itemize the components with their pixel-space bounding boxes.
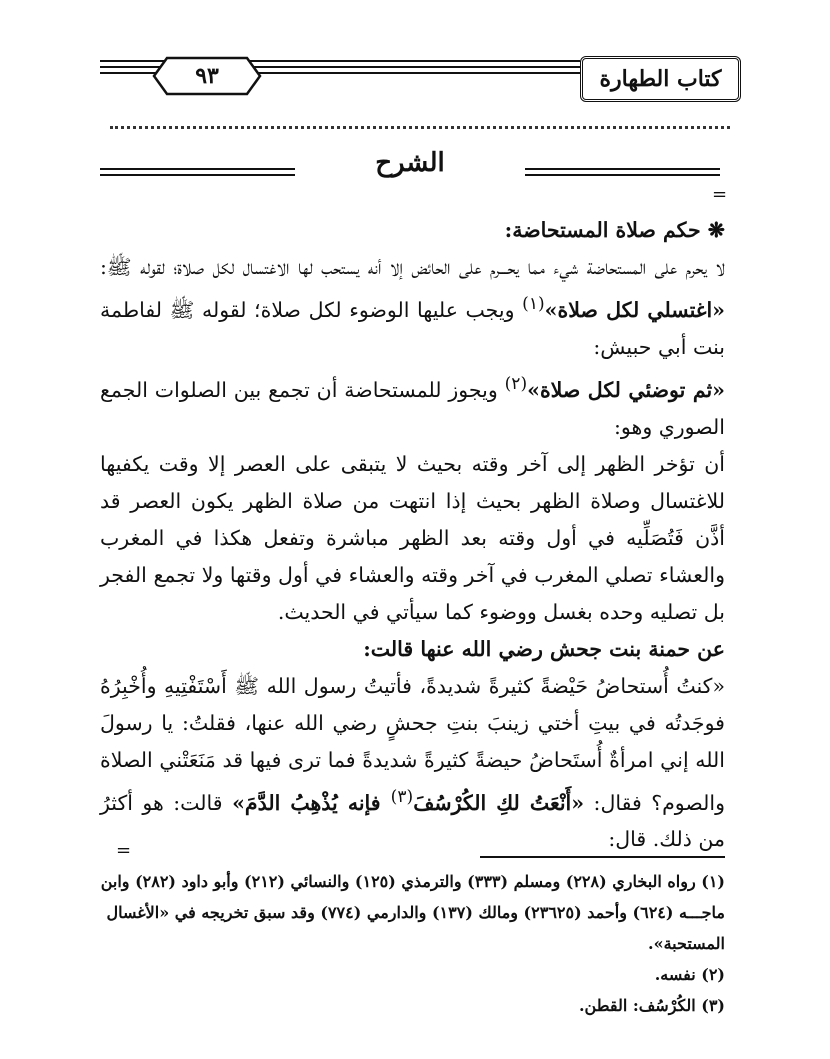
footnote-ref-1: (١) [522,294,545,314]
footnote-separator [480,856,725,858]
hadith-text [100,668,725,859]
dotted-divider [110,126,730,129]
section-title: الشرح [375,148,445,178]
paragraph-2-quote: «ثم توضئي لكل صلاة» [527,377,725,402]
topic-heading: ❋ حكم صلاة المستحاضة: [504,218,725,242]
hadith-text-b: قالت: هو أكثرُ من ذلك. قال: [100,790,725,852]
hadith-quote-end: فإنه يُذْهِبُ الدَّمَ» [232,790,391,815]
hadith-intro: عن حمنة بنت جحش رضي الله عنها قالت: [363,636,725,661]
paragraph-2-text: ويجوز للمستحاضة أن تجمع بين الصلوات الجمع الصوري وهو: [100,377,725,439]
footnote-1: (١) رواه البخاري (٢٢٨) ومسلم (٣٣٣) والترمذي (١٢٥) والنسائي (٢١٢) وأبو داود (٢٨٢) وابن ماجـــه (٦٢٤) وأحمد (٢٣٦٢٥) ومالك (١٣٧) والدارمي (٧٧٤) وقد سبق تخريجه في «الأغسال المستحبة». [100,872,725,953]
paragraph-1-quote: «اغتسلي لكل صلاة» [544,297,725,322]
hadith-text-a: «كنتُ أُستحاضُ حَيْضةً كثيرةً شديدةً، فأتيتُ رسول الله ﷺ أَسْتَفْتِيهِ وأُخْبِرُهُ فوجَدتُه في بيتِ أختي زينبَ بنتِ جحشٍ رضي الله عنها، فقلتُ: يا رسولَ الله إني امرأةٌ أُستَحاضُ حيضةً كثيرةً شديدةً فما ترى فيها قد مَنَعَتْني الصلاة والصوم؟ فقال: [100,673,725,815]
paragraph-3: أن تؤخر الظهر إلى آخر وقته بحيث لا يتبقى على العصر إلا وقت يكفيها للاغتسال وصلاة الظهر بحيث إذا انتهت من صلاة الظهر يكون العصر قد أذَّن فَتُصَلِّيه في أول وقته بعد الظهر مباشرة وتفعل هكذا في المغرب والعشاء تصلي المغرب في آخر وقته والعشاء في أول وقتها ولا تجمع الفجر بل تصليه وحده بغسل ووضوء كما سيأتي في الحديث. [100,451,725,624]
equals-mark-top: = [712,184,728,205]
section-rule-left [100,168,295,180]
page-header [0,0,830,130]
book-title: كتاب الطهارة [580,56,741,102]
footnote-2: (٢) نفسه. [654,965,725,984]
footnotes [100,866,725,1021]
footnote-ref-3: (٣) [390,786,414,807]
paragraph-1 [100,249,725,366]
page-number: ٩٣ [195,63,219,89]
hadith-quote: «أَنْعَتُ لكِ الكُرْسُفَ [413,790,585,815]
paragraph-1-text-b: ويجب عليها الوضوء لكل صلاة؛ لقوله ﷺ لفاطمة بنت أبي حبيش: [100,297,725,359]
paragraph-2 [100,366,725,446]
main-text [100,212,725,858]
footnote-3: (٣) الكُرْسُف: القطن. [578,996,725,1015]
section-rule-right [525,168,720,180]
section-header [100,148,720,188]
equals-mark-bottom: = [116,840,132,861]
paragraph-1-text-a: لا يحرم على المستحاضة شيء مما يحـــرم على الحائض إلا أنه يستحب لها الاغتسال لكل صلاة؛ لقوله ﷺ: [100,255,725,279]
footnote-ref-2: (٢) [504,373,528,394]
